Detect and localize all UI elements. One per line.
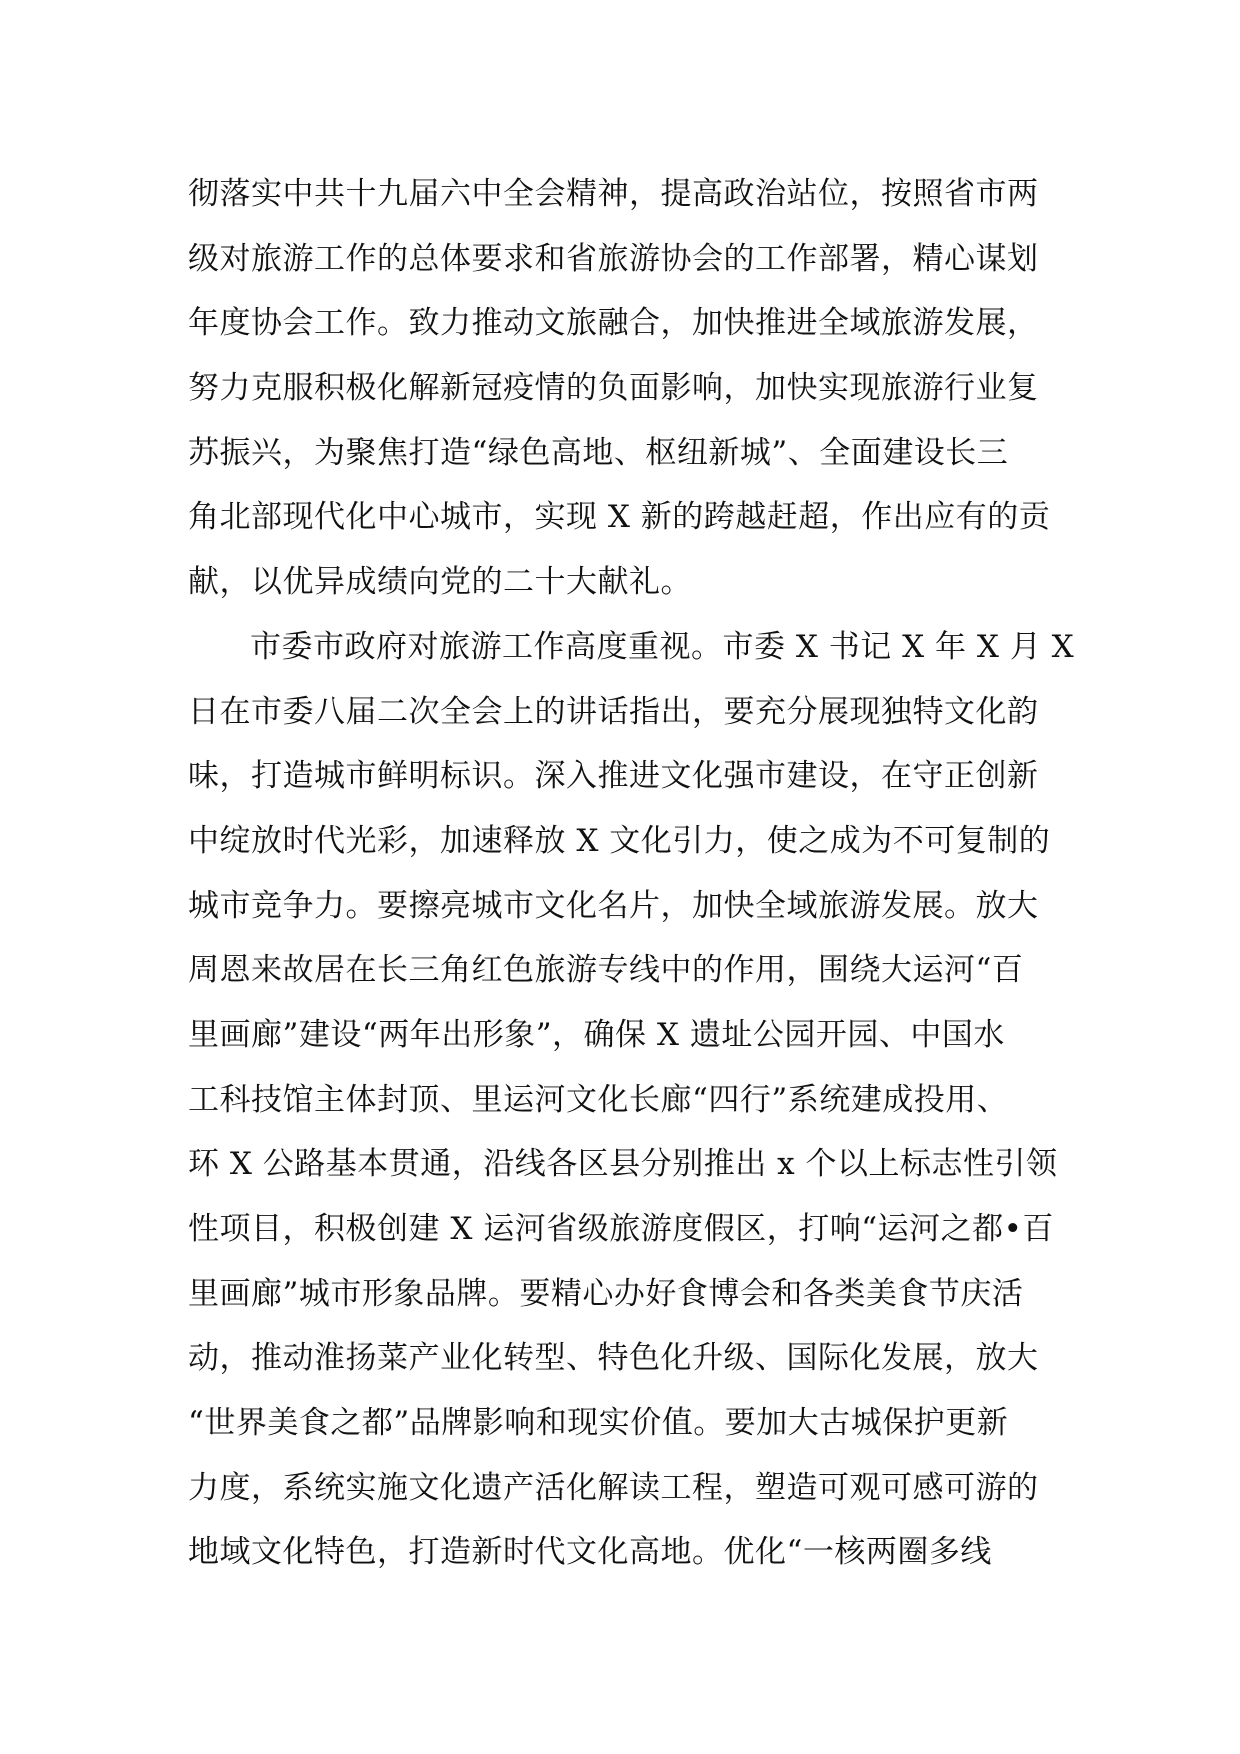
text-line: 里画廊”城市形象品牌。要精心办好食博会和各类美食节庆活 bbox=[188, 1275, 1024, 1312]
text-line: 里画廊”建设“两年出形象”，确保 X 遗址公园开园、中国水 bbox=[188, 1016, 1005, 1053]
text-line: 中绽放时代光彩，加速释放 X 文化引力，使之成为不可复制的 bbox=[188, 822, 1051, 859]
text-line: 性项目，积极创建 X 运河省级旅游度假区，打响“运河之都•百 bbox=[188, 1211, 1054, 1247]
text-line: 力度，系统实施文化遗产活化解读工程，塑造可观可感可游的 bbox=[188, 1469, 1039, 1506]
text-line: 市委市政府对旅游工作高度重视。市委 X 书记 X 年 X 月 X bbox=[250, 628, 1075, 665]
text-line: 苏振兴，为聚焦打造“绿色高地、枢纽新城”、全面建设长三 bbox=[188, 434, 1009, 471]
text-line: 级对旅游工作的总体要求和省旅游协会的工作部署，精心谋划 bbox=[188, 240, 1039, 277]
text-line: 努力克服积极化解新冠疫情的负面影响，加快实现旅游行业复 bbox=[188, 370, 1039, 407]
text-line: 环 X 公路基本贯通，沿线各区县分别推出 x 个以上标志性引领 bbox=[188, 1146, 1058, 1183]
text-line: 动，推动淮扬菜产业化转型、特色化升级、国际化发展，放大 bbox=[188, 1340, 1039, 1377]
text-line: 献，以优异成绩向党的二十大献礼。 bbox=[188, 564, 692, 601]
text-line: 城市竞争力。要擦亮城市文化名片，加快全域旅游发展。放大 bbox=[188, 887, 1039, 924]
text-line bbox=[188, 1585, 1058, 1650]
text-line: “世界美食之都”品牌影响和现实价值。要加大古城保护更新 bbox=[188, 1405, 1009, 1442]
text-line: 工科技馆主体封顶、里运河文化长廊“四行”系统建成投用、 bbox=[188, 1081, 1009, 1118]
text-line: 角北部现代化中心城市，实现 X 新的跨越赶超，作出应有的贡 bbox=[188, 499, 1051, 536]
text-line: 彻落实中共十九届六中全会精神，提高政治站位，按照省市两 bbox=[188, 176, 1039, 212]
text-line: 日在市委八届二次全会上的讲话指出，要充分展现独特文化韵 bbox=[188, 693, 1039, 730]
body-text bbox=[188, 162, 1075, 1650]
paragraph-1 bbox=[188, 162, 1058, 615]
text-line: 地域文化特色，打造新时代文化高地。优化“一核两圈多线 bbox=[188, 1534, 992, 1571]
paragraph-2 bbox=[188, 615, 1075, 1650]
text-line: 味，打造城市鲜明标识。深入推进文化强市建设，在守正创新 bbox=[188, 758, 1039, 795]
text-line: 年度协会工作。致力推动文旅融合，加快推进全域旅游发展， bbox=[188, 305, 1039, 342]
text-line: 周恩来故居在长三角红色旅游专线中的作用，围绕大运河“百 bbox=[188, 952, 1024, 989]
